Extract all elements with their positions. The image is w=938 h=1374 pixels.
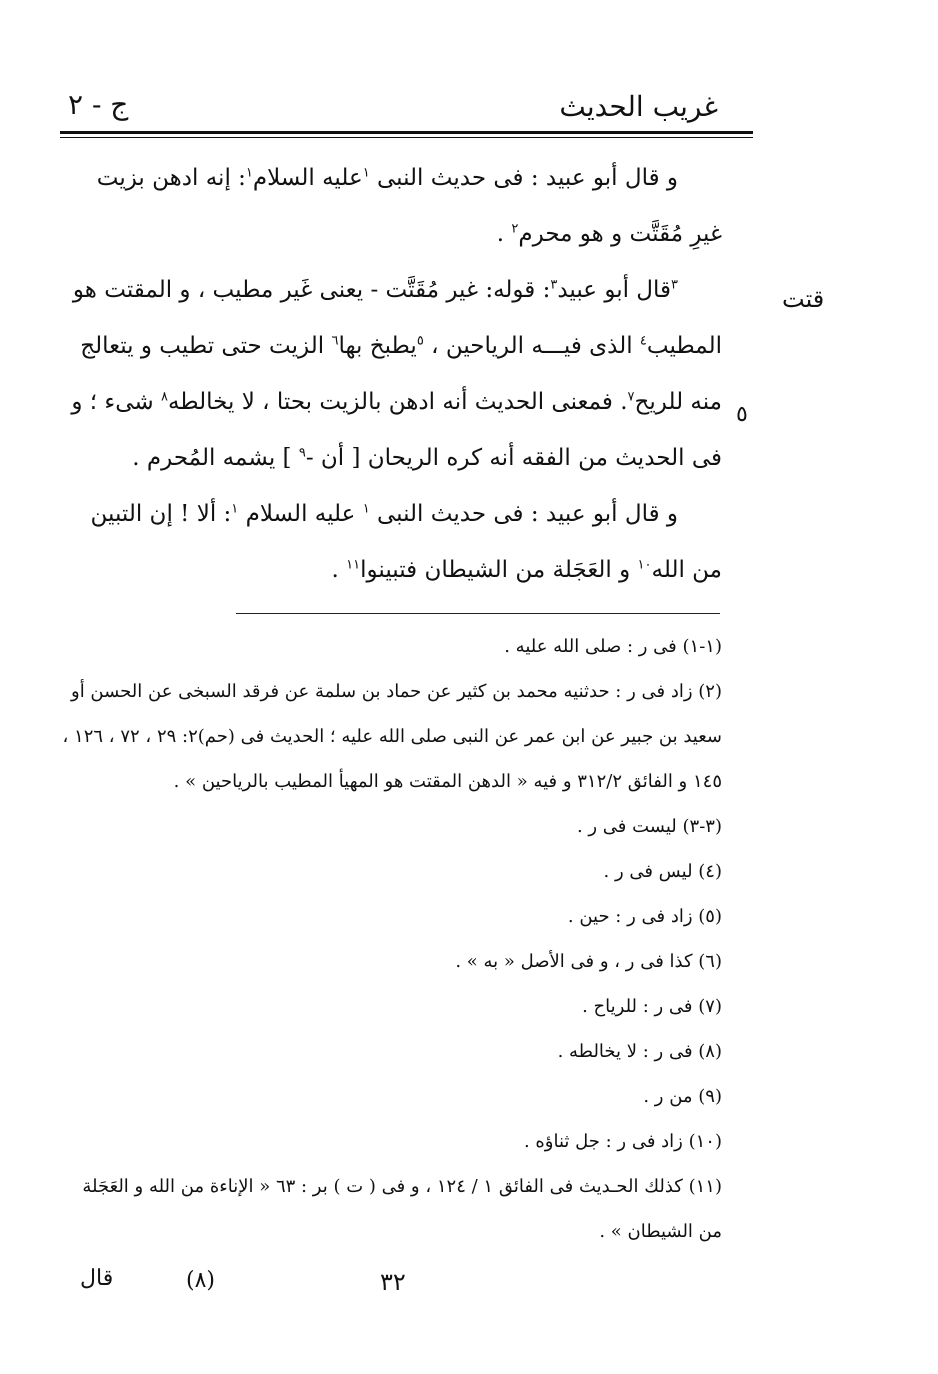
text-run: الذى فيـــه الرياحين ، <box>423 333 640 359</box>
paragraph-1 <box>62 150 722 262</box>
footnote: (١-١) فى ر : صلى الله عليه . <box>504 636 722 657</box>
signature-mark: (٨) <box>186 1268 216 1293</box>
page-number: ٣٢ <box>380 1268 406 1296</box>
text-run: . <box>331 557 347 583</box>
footnote: (٨) فى ر : لا يخالطه . <box>557 1041 722 1062</box>
text-run: قال أبو عبيد <box>557 277 672 303</box>
footnote-ref: ١ <box>362 501 370 517</box>
footnote-ref: ٣ <box>671 277 678 293</box>
text-run: ] يشمه المُحرم . <box>132 445 299 471</box>
footnote: (٧) فى ر : للرياح . <box>582 996 722 1017</box>
footnote-ref: ٧ <box>627 389 635 405</box>
text-run: و قال أبو عبيد : فى حديث النبى <box>369 501 678 527</box>
text-run: عليه السلام <box>252 165 363 191</box>
text-run: يطبخ بها <box>338 333 417 359</box>
text-run: : إنه ادهن بزيت غيرِ مُقَتَّت و هو محرم <box>96 165 722 247</box>
text-run: الزيت حتى تطيب و يتعالج منه للريح <box>80 333 722 415</box>
text-run: : قوله: غير مُقَتَّت - يعنى غَير مطيب ، و المقتت هو المطيب <box>72 277 722 359</box>
header-rule-thin <box>60 137 753 138</box>
footnote-ref: ١ <box>231 501 239 517</box>
text-run: شىء ؛ و فى الحديث من الفقه أنه كره الريحان [ أن - <box>71 389 722 471</box>
footnote: (٤) ليس فى ر . <box>603 861 722 882</box>
footnote-ref: ٥ <box>416 333 424 349</box>
footnote-ref: ٦ <box>331 333 339 349</box>
footnote-ref: ١ <box>245 165 253 181</box>
paragraph-3 <box>62 486 722 598</box>
text-run: . فمعنى الحديث أنه ادهن بالزيت بحتا ، لا يخالطه <box>167 389 628 415</box>
footnote-separator <box>236 613 720 614</box>
footnote-ref: ١١ <box>346 557 361 573</box>
main-text <box>62 150 722 598</box>
footnote-ref: ٣ <box>550 277 558 293</box>
footnote: (٣-٣) ليست فى ر . <box>576 816 722 837</box>
margin-keyword: قتت <box>782 285 825 313</box>
footnote-ref: ٨ <box>160 389 168 405</box>
header-rule-thick <box>60 131 753 134</box>
catchword: قال <box>80 1266 114 1291</box>
text-run: و العَجَلة من الشيطان فتبينوا <box>360 557 638 583</box>
footnote-ref: ١٠ <box>637 557 652 573</box>
footnote-ref: ٤ <box>639 333 647 349</box>
footnote: (٦) كذا فى ر ، و فى الأصل « به » . <box>455 951 722 972</box>
running-title: غريب الحديث <box>559 90 718 123</box>
footnote: (١١) كذلك الحـديث فى الفائق ١ / ١٢٤ ، و فى ( ت ) بر : ٦٣ « الإناءة من الله و العَجَلة من الشيطان » . <box>82 1176 722 1242</box>
text-run: عليه السلام <box>238 501 363 527</box>
footnote: (٩) من ر . <box>643 1086 722 1107</box>
text-run: . <box>496 221 512 247</box>
footnote: (١٠) زاد فى ر : جل ثناؤه . <box>523 1131 722 1152</box>
footnote-ref: ٢ <box>511 221 519 237</box>
text-run: : ألا ! إن التبين من الله <box>90 501 722 583</box>
paragraph-2 <box>62 262 722 486</box>
footnote: (٢) زاد فى ر : حدثنيه محمد بن كثير عن حماد بن سلمة عن فرقد السبخى عن الحسن أو سعيد بن جبير عن ابن عمر عن النبى صلى الله عليه ؛ الحديث فى (حم)٢: ٢٩ ، ٧٢ ، ١٢٦ ، ١٤٥ و الفائق ٣١٢/٢ و فيه « الدهن المقتت هو المهيأ المطيب بالرياحين » . <box>62 681 722 792</box>
line-number: ٥ <box>736 402 748 427</box>
footnote: (٥) زاد فى ر : حين . <box>567 906 722 927</box>
footnote-ref: ١ <box>362 165 370 181</box>
footnote-ref: ٩ <box>298 445 306 461</box>
text-run: و قال أبو عبيد : فى حديث النبى <box>369 165 678 191</box>
part-number: ج - ٢ <box>68 88 129 121</box>
footnotes <box>54 624 722 1254</box>
